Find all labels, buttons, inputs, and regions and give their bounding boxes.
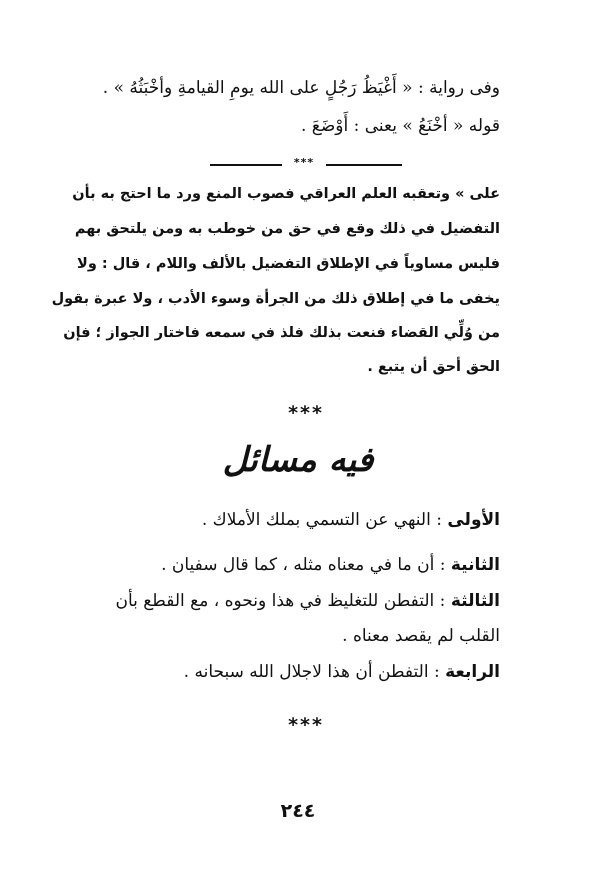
divider-stars: *** xyxy=(293,156,315,169)
issue-continuation xyxy=(342,624,500,648)
issue-text: : النهي عن التسمي بملك الأملاك . xyxy=(201,510,442,530)
issue-label: الأولى xyxy=(447,510,500,530)
paragraph-line-2: التفضيل في ذلك وقع في حق من خوطب به ومن يلتحق بهم xyxy=(74,221,500,237)
issue-item xyxy=(161,553,500,577)
issue-label: الثالثة xyxy=(450,591,500,611)
issue-item xyxy=(202,508,500,532)
section-break-stars: *** xyxy=(288,402,324,424)
issue-text: القلب لم يقصد معناه . xyxy=(342,626,500,646)
divider-rule-right xyxy=(326,164,402,166)
section-heading: فيه مسائل xyxy=(222,440,374,480)
divider-rule-left xyxy=(210,164,282,166)
paragraph-line-4: يخفى ما في إطلاق ذلك من الجرأة وسوء الأدب ، ولا عبرة بقول xyxy=(51,291,500,307)
word-explanation-note: قوله « أخْنَعُ » يعنى : أَوْضَعَ . xyxy=(300,116,500,136)
issue-label: الثانية xyxy=(450,555,500,575)
issue-text: : التفطن للتغليظ في هذا ونحوه ، مع القطع بأن xyxy=(115,591,446,611)
narration-note: وفى رواية : « أَغْيَظُ رَجُلٍ على الله يومِ القيامةِ وأخْبَثُهُ » . xyxy=(102,78,500,98)
issue-text: : التفطن أن هذا لاجلال الله سبحانه . xyxy=(183,662,440,682)
issue-label: الرابعة xyxy=(445,662,500,682)
issue-text: : أن ما في معناه مثله ، كما قال سفيان . xyxy=(161,555,446,575)
paragraph-line-5: من وُلِّي القضاء فنعت بذلك فلذ في سمعه فاختار الجواز ؛ فإن xyxy=(63,325,500,341)
page-number: ٢٤٤ xyxy=(280,800,316,822)
paragraph-line-1: على » وتعقبه العلم العراقي فصوب المنع ورد ما احتج به بأن xyxy=(72,186,500,202)
section-break-stars: *** xyxy=(288,714,324,736)
issue-item xyxy=(184,660,500,684)
paragraph-line-6: الحق أحق أن يتبع . xyxy=(367,359,500,375)
paragraph-line-3: فليس مساوياً في الإطلاق التفضيل بالألف واللام ، قال : ولا xyxy=(77,256,500,272)
issue-item xyxy=(115,589,500,613)
